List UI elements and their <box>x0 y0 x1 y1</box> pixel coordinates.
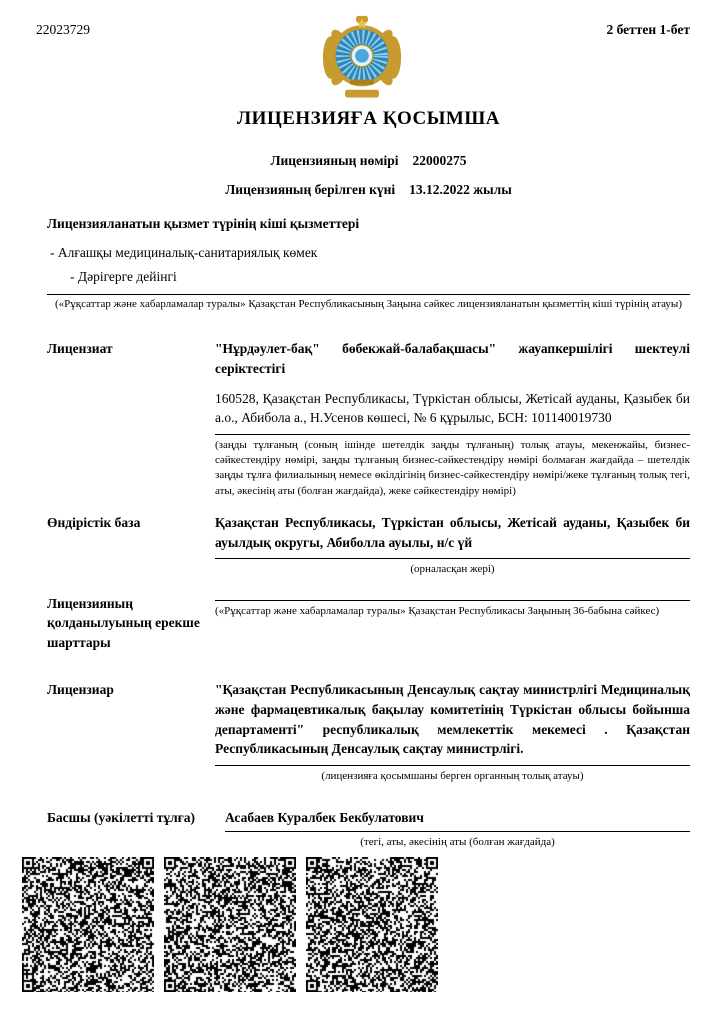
licensee-address: 160528, Қазақстан Республикасы, Түркістан облысы, Жетісай ауданы, Қазыбек би а.о., Абибола а., Н.Усенов көшесі, № 6 құрылыс, БСН: 101140019730 <box>215 390 690 426</box>
kazakhstan-emblem-icon <box>320 15 405 105</box>
license-number-value: 22000275 <box>412 153 467 168</box>
licensor-label: Лицензиар <box>47 682 114 698</box>
special-conditions-note: («Рұқсаттар және хабарламалар туралы» Қазақстан Республикасы Заңының 36-бабына сәйкес) <box>215 604 660 617</box>
divider <box>225 831 690 832</box>
license-number-line <box>47 153 690 169</box>
subtype-item: - Алғашқы медициналық-санитариялық көмек <box>50 245 318 260</box>
barcode-3 <box>306 857 438 992</box>
document-number: 22023729 <box>36 22 90 37</box>
head-person-name: Асабаев Куралбек Бекбулатович <box>225 810 424 826</box>
head-person-note: (тегі, аты, әкесінің аты (болған жағдайда) <box>360 835 555 848</box>
page-title: ЛИЦЕНЗИЯҒА ҚОСЫМША <box>237 108 500 129</box>
production-base-section <box>47 513 690 578</box>
licensor-note: (лицензияға қосымшаны берген органның толық атауы) <box>321 769 584 782</box>
barcode-2 <box>164 857 296 992</box>
subtype-item: - Дәрігерге дейінгі <box>70 269 177 284</box>
license-date-label: Лицензияның берілген күні <box>225 182 396 197</box>
head-person-section <box>47 808 690 850</box>
license-number-label: Лицензияның нөмірі <box>270 153 399 168</box>
production-base-note: (орналасқан жері) <box>410 563 495 576</box>
special-conditions-section <box>47 594 690 653</box>
head-person-label: Басшы (уәкілетті тұлға) <box>47 810 196 826</box>
subtypes-heading: Лицензияланатын қызмет түрінің кіші қызметтері <box>47 216 360 231</box>
page-indicator: 2 беттен 1-бет <box>606 22 690 37</box>
production-base-label: Өндірістік база <box>47 515 141 531</box>
licensee-section <box>47 339 690 499</box>
divider <box>215 600 690 601</box>
licensor-section <box>47 680 690 784</box>
subtypes-note: («Рұқсаттар және хабарламалар туралы» Қазақстан Республикасының Заңына сәйкес лицензияланатын қызметтің кіші түрінің атауы) <box>55 298 682 310</box>
special-conditions-label: Лицензияның қолданылуының ерекше шарттары <box>47 595 200 650</box>
divider <box>215 558 690 559</box>
divider <box>215 434 690 435</box>
licensee-note: (заңды тұлғаның (соның ішінде шетелдік заңды тұлғаның) толық атауы, мекенжайы, бизнес-сәйкестендіру нөмірі, заңды тұлғаның бизнес-сәйкестендіру нөмірі болмаған жағдайда – шетелдік заңды тұлға филиалының немесе өкілдігінің бизнес-сәйкестендіру нөмірі/жеке тұлғаның толық тегі, аты, әкесінің аты (болған жағдайда), жеке сәйкестендіру нөмірі) <box>215 438 690 497</box>
divider <box>215 765 690 766</box>
licensee-label: Лицензиат <box>47 341 113 357</box>
production-base-value: Қазақстан Республикасы, Түркістан облысы, Жетісай ауданы, Қазыбек би ауылдық округы, Абиболла ауылы, н/с үй <box>215 515 690 550</box>
licensor-value: "Қазақстан Республикасының Денсаулық сақтау министрлігі Медициналық және фармацевтикалық бақылау комитетінің Түркістан облысы бойынша департаменті" республикалық мемлекеттік мекемесі . Қазақстан Республикасының Денсаулық сақтау министрлігі. <box>215 682 690 757</box>
barcode-row <box>22 857 438 992</box>
licensee-name: "Нұрдәулет-бақ" бөбекжай-балабақшасы" жауапкершілігі шектеулі серіктестігі <box>215 341 690 376</box>
divider <box>47 294 690 295</box>
barcode-1 <box>22 857 154 992</box>
license-date-line <box>47 182 690 198</box>
license-date-value: 13.12.2022 жылы <box>409 182 512 197</box>
